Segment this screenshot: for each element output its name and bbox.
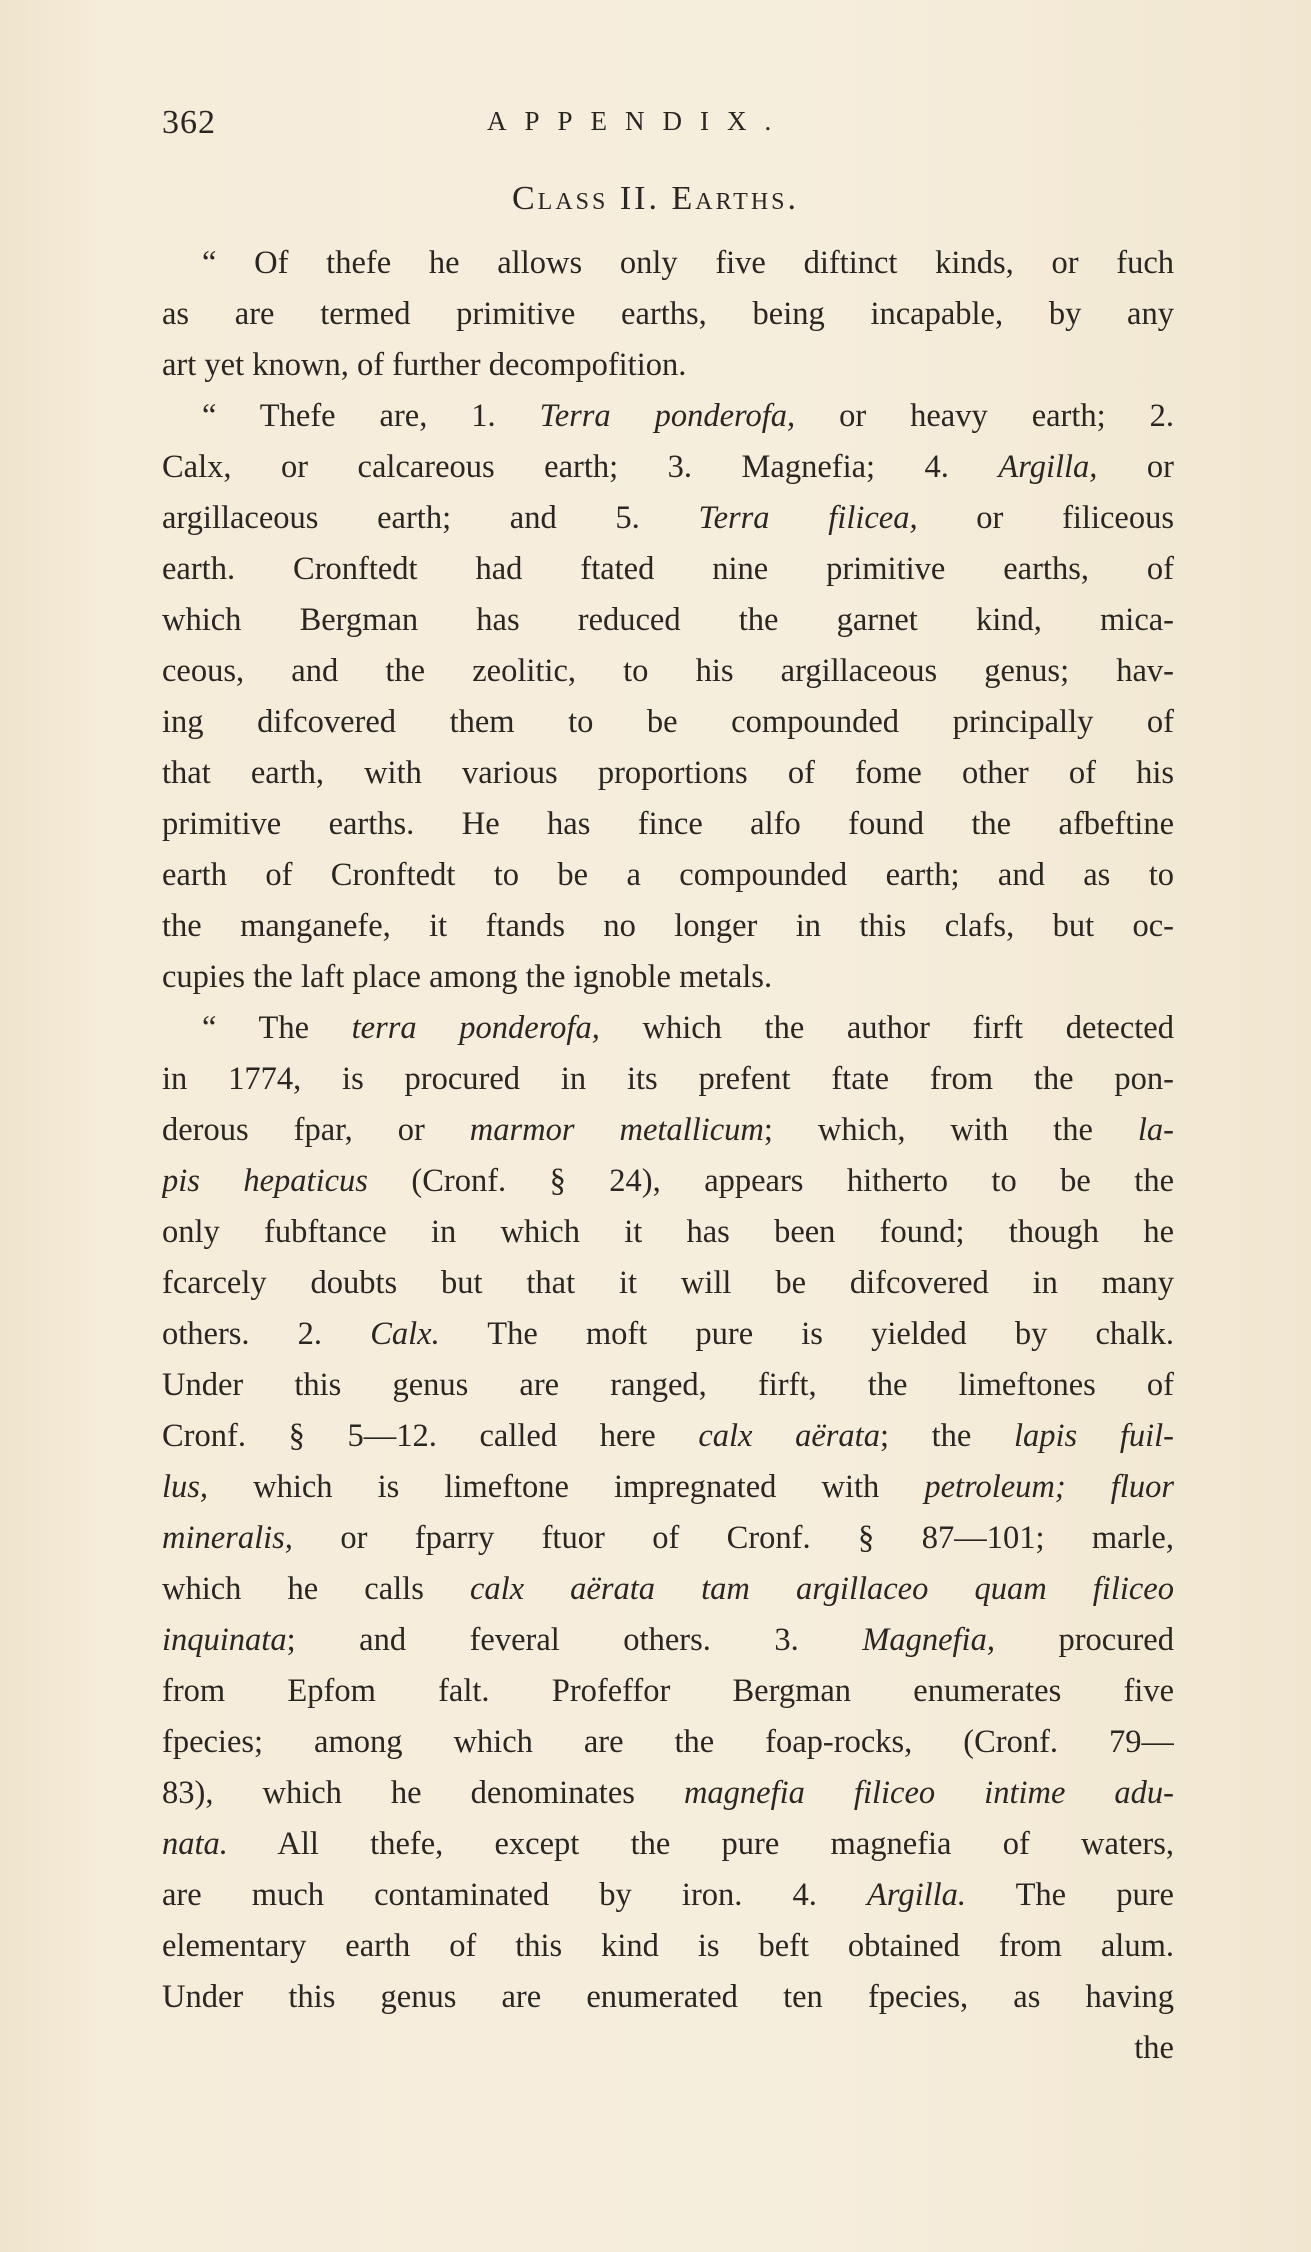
- text-line: earth of Cronftedt to be a compounded earth; and as to: [162, 857, 1174, 893]
- italic-run: Magnefia,: [862, 1622, 995, 1658]
- text-line: elementary earth of this kind is beft obtained from alum.: [162, 1928, 1174, 1964]
- text-line: that earth, with various proportions of fome other of his: [162, 755, 1174, 791]
- italic-run: inquinata: [162, 1622, 287, 1658]
- text-line: [162, 1819, 1174, 1870]
- catchword: the: [1134, 2030, 1174, 2066]
- text-line: [162, 1462, 1174, 1513]
- italic-run: marmor metallicum: [469, 1112, 764, 1148]
- text-run: are much contaminated by iron. 4.: [162, 1877, 868, 1913]
- text-line: [162, 1768, 1174, 1819]
- text-run: which he calls: [162, 1571, 470, 1607]
- text-run: 83), which he denominates: [162, 1775, 684, 1811]
- text-run: argillaceous earth; and 5.: [162, 500, 699, 536]
- text-line: Under this genus are ranged, firft, the limeftones of: [162, 1367, 1174, 1403]
- text-run: Calx, or calcareous earth; 3. Magnefia; 4.: [162, 449, 999, 485]
- italic-run: petroleum; fluor: [924, 1469, 1174, 1505]
- italic-run: Argilla.: [867, 1877, 967, 1913]
- page-header: [162, 104, 1162, 154]
- italic-run: pis hepaticus: [162, 1163, 368, 1199]
- text-line: earth. Cronftedt had ftated nine primitive earths, of: [162, 551, 1174, 587]
- text-line: [162, 1156, 1174, 1207]
- text-line: [162, 1003, 1174, 1054]
- running-head: APPENDIX.: [487, 106, 790, 136]
- text-run: derous fpar, or: [162, 1112, 470, 1148]
- text-run: which is limeftone impregnated with: [208, 1469, 925, 1505]
- text-line: fpecies; among which are the foap-rocks, (Cronf. 79—: [162, 1724, 1174, 1760]
- text-line: primitive earths. He has fince alfo found the afbeftine: [162, 806, 1174, 842]
- text-line: only fubftance in which it has been found; though he: [162, 1214, 1174, 1250]
- page-number: 362: [162, 104, 216, 141]
- text-line: as are termed primitive earths, being incapable, by any: [162, 296, 1174, 332]
- text-line: [162, 1411, 1174, 1462]
- text-line: ceous, and the zeolitic, to his argillaceous genus; hav-: [162, 653, 1174, 689]
- text-run: The moft pure is yielded by chalk.: [439, 1316, 1174, 1352]
- italic-run: lus,: [162, 1469, 209, 1505]
- text-run: others. 2.: [162, 1316, 371, 1352]
- text-line: art yet known, of further decompofition.: [162, 347, 687, 383]
- text-run: Cronf. § 5—12. called here: [162, 1418, 699, 1454]
- text-line: [162, 391, 1174, 442]
- text-line: [162, 1105, 1174, 1156]
- italic-run: Terra ponderofa,: [539, 398, 796, 434]
- text-line: cupies the laft place among the ignoble metals.: [162, 959, 773, 995]
- italic-run: Calx.: [370, 1316, 440, 1352]
- text-run: (Cronf. § 24), appears hitherto to be the: [367, 1163, 1174, 1199]
- text-run: or filiceous: [917, 500, 1174, 536]
- text-run: or fparry ftuor of Cronf. § 87—101; marle,: [292, 1520, 1174, 1556]
- italic-run: calx aërata tam argillaceo quam filiceo: [469, 1571, 1174, 1607]
- italic-run: magnefia filiceo intime adu-: [683, 1775, 1174, 1811]
- text-run: which the author firft detected: [599, 1010, 1174, 1046]
- text-run: The pure: [966, 1877, 1174, 1913]
- text-run: ; the: [879, 1418, 1014, 1454]
- italic-run: la-: [1137, 1112, 1174, 1148]
- text-line: ing difcovered them to be compounded principally of: [162, 704, 1174, 740]
- class-heading: Class II. Earths.: [511, 180, 800, 217]
- text-line: [162, 1513, 1174, 1564]
- text-line: the manganefe, it ftands no longer in this clafs, but oc-: [162, 908, 1174, 944]
- text-line: fcarcely doubts but that it will be difcovered in many: [162, 1265, 1174, 1301]
- text-run: or heavy earth; 2.: [795, 398, 1174, 434]
- italic-run: lapis fuil-: [1013, 1418, 1174, 1454]
- text-line: which Bergman has reduced the garnet kind, mica-: [162, 602, 1174, 638]
- text-run: All thefe, except the pure magnefia of waters,: [227, 1826, 1174, 1862]
- text-line: from Epfom falt. Profeffor Bergman enumerates five: [162, 1673, 1174, 1709]
- italic-run: Terra filicea,: [698, 500, 918, 536]
- italic-run: terra ponderofa,: [351, 1010, 600, 1046]
- italic-run: calx aërata: [698, 1418, 880, 1454]
- text-line: Under this genus are enumerated ten fpecies, as having: [162, 1979, 1174, 2015]
- text-run: ; and feveral others. 3.: [286, 1622, 863, 1658]
- text-run: “ Thefe are, 1.: [202, 398, 540, 434]
- text-line: [162, 442, 1174, 493]
- text-line: [162, 493, 1174, 544]
- text-line: [162, 1564, 1174, 1615]
- text-line: [162, 1870, 1174, 1921]
- body-text: [162, 238, 1174, 2074]
- italic-run: Argilla,: [998, 449, 1098, 485]
- italic-run: nata.: [162, 1826, 228, 1862]
- text-line: [162, 1615, 1174, 1666]
- italic-run: mineralis,: [162, 1520, 293, 1556]
- text-line: [162, 1309, 1174, 1360]
- text-line: in 1774, is procured in its prefent ftate from the pon-: [162, 1061, 1174, 1097]
- text-run: ; which, with the: [763, 1112, 1138, 1148]
- text-run: “ The: [202, 1010, 352, 1046]
- text-run: procured: [994, 1622, 1174, 1658]
- text-line: “ Of thefe he allows only five diftinct kinds, or fuch: [202, 245, 1174, 281]
- text-run: or: [1097, 449, 1174, 485]
